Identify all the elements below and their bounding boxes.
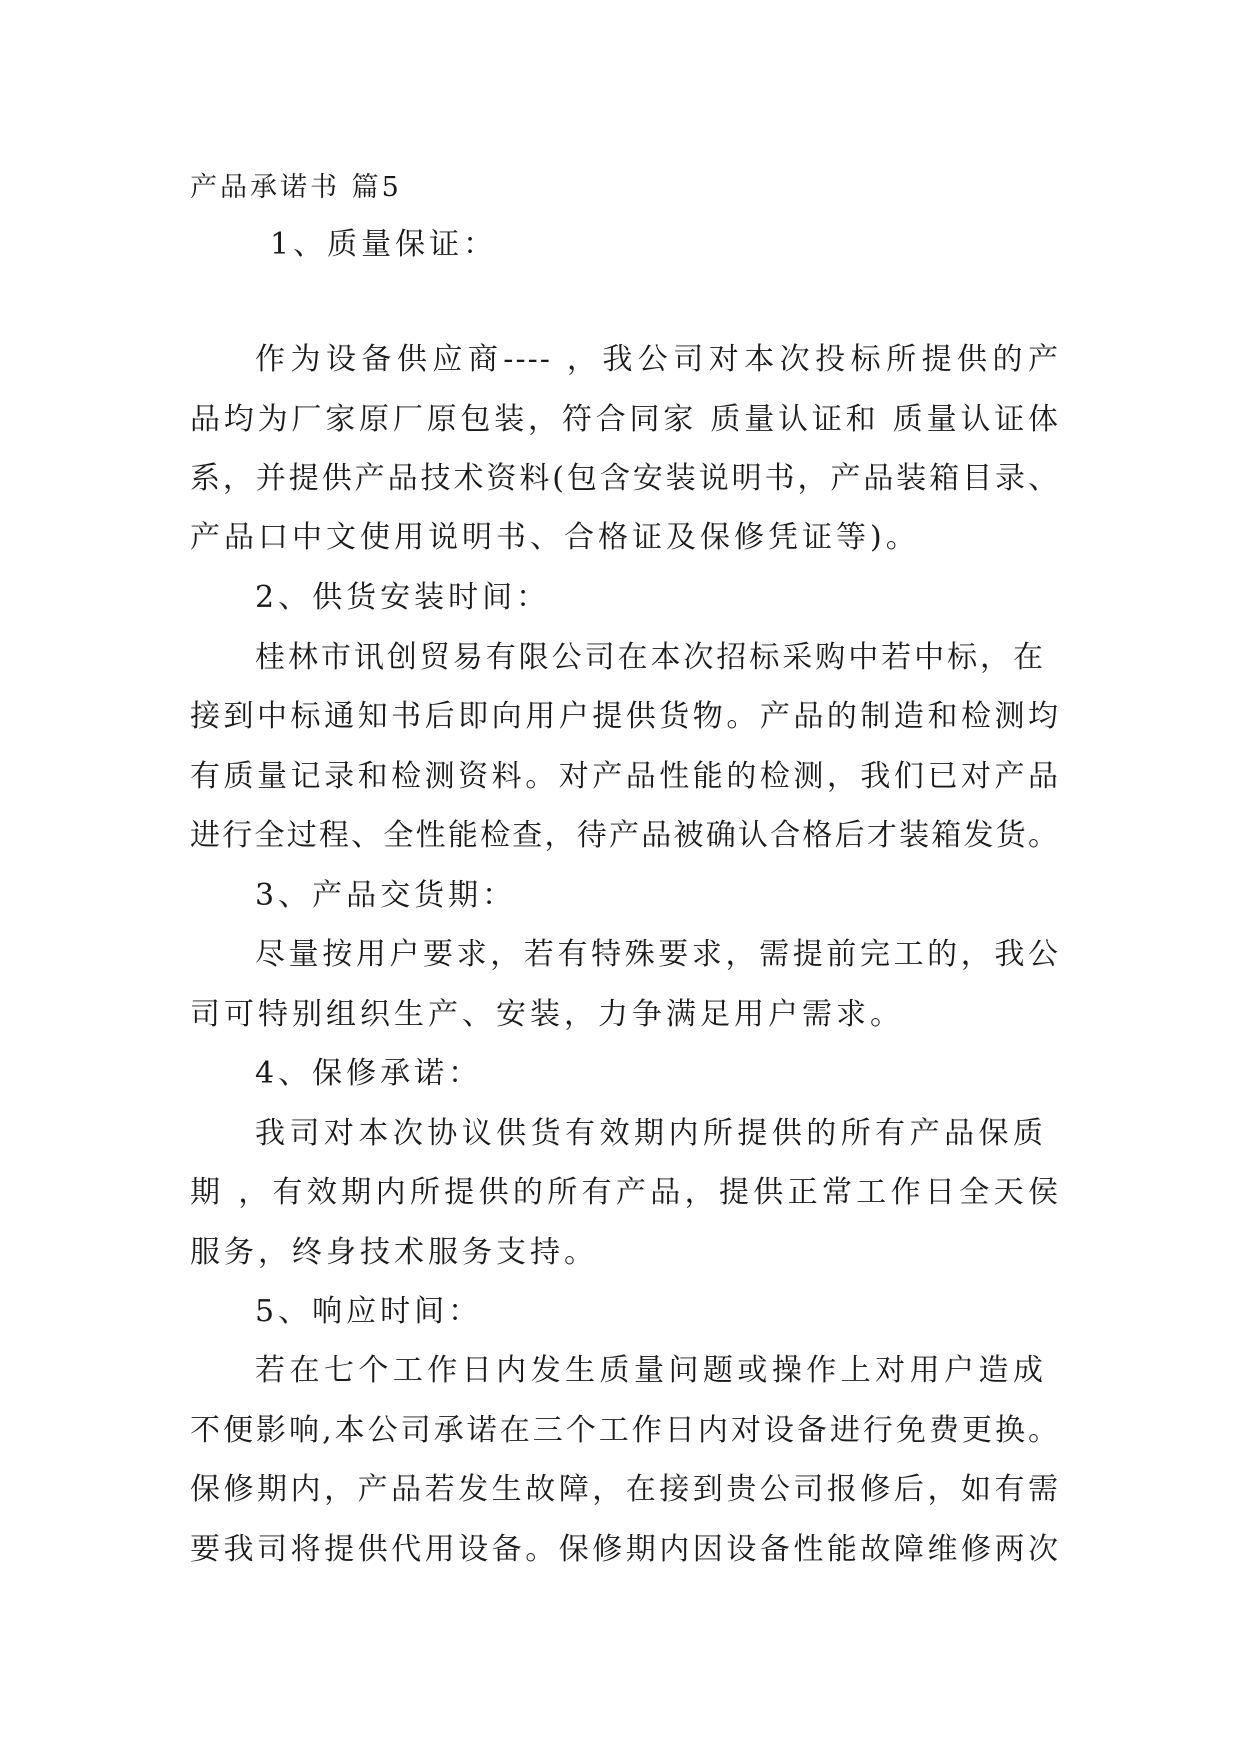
section-1-line-3: 系，并提供产品技术资料(包含安装说明书，产品装箱目录、 [190,461,1060,496]
document-title: 产品承诺书 篇5 [190,172,402,203]
section-3-line-2: 司可特别组织生产、安装，力争满足用户需求。 [190,997,904,1032]
section-1-heading: 1、质量保证： [270,227,498,262]
section-5-line-1: 若在七个工作日内发生质量问题或操作上对用户造成 [255,1353,1045,1388]
section-2-heading: 2、供货安装时间： [255,580,551,615]
section-4-line-3: 服务，终身技术服务支持。 [190,1235,598,1270]
section-4-line-2: 期 ，有效期内所提供的所有产品，提供正常工作日全天侯 [190,1175,1060,1210]
section-3-line-1: 尽量按用户要求，若有特殊要求，需提前完工的，我公 [255,937,1060,972]
section-2-line-3: 有质量记录和检测资料。对产品性能的检测，我们已对产品 [190,759,1060,794]
section-1-line-2: 品均为厂家原厂原包装，符合同家 质量认证和 质量认证体 [190,402,1060,437]
section-2-line-4: 进行全过程、全性能检查，待产品被确认合格后才装箱发货。 [190,818,1060,853]
section-4-heading: 4、保修承诺： [255,1056,483,1091]
section-5-line-4: 要我司将提供代用设备。保修期内因设备性能故障维修两次 [190,1532,1060,1567]
section-2-line-2: 接到中标通知书后即向用户提供货物。产品的制造和检测均 [190,699,1060,734]
section-5-heading: 5、响应时间： [255,1294,483,1329]
section-4-line-1: 我司对本次协议供货有效期内所提供的所有产品保质 [255,1116,1045,1151]
section-5-line-3: 保修期内，产品若发生故障，在接到贵公司报修后，如有需 [190,1472,1060,1507]
section-1-line-4: 产品口中文使用说明书、合格证及保修凭证等)。 [190,520,920,555]
section-3-heading: 3、产品交货期： [255,878,517,913]
section-2-line-1: 桂林市讯创贸易有限公司在本次招标采购中若中标，在 [255,640,1045,675]
section-5-line-2: 不便影响,本公司承诺在三个工作日内对设备进行免费更换。 [190,1413,1060,1448]
section-1-line-1: 作为设备供应商---- ，我公司对本次投标所提供的产 [255,342,1060,377]
